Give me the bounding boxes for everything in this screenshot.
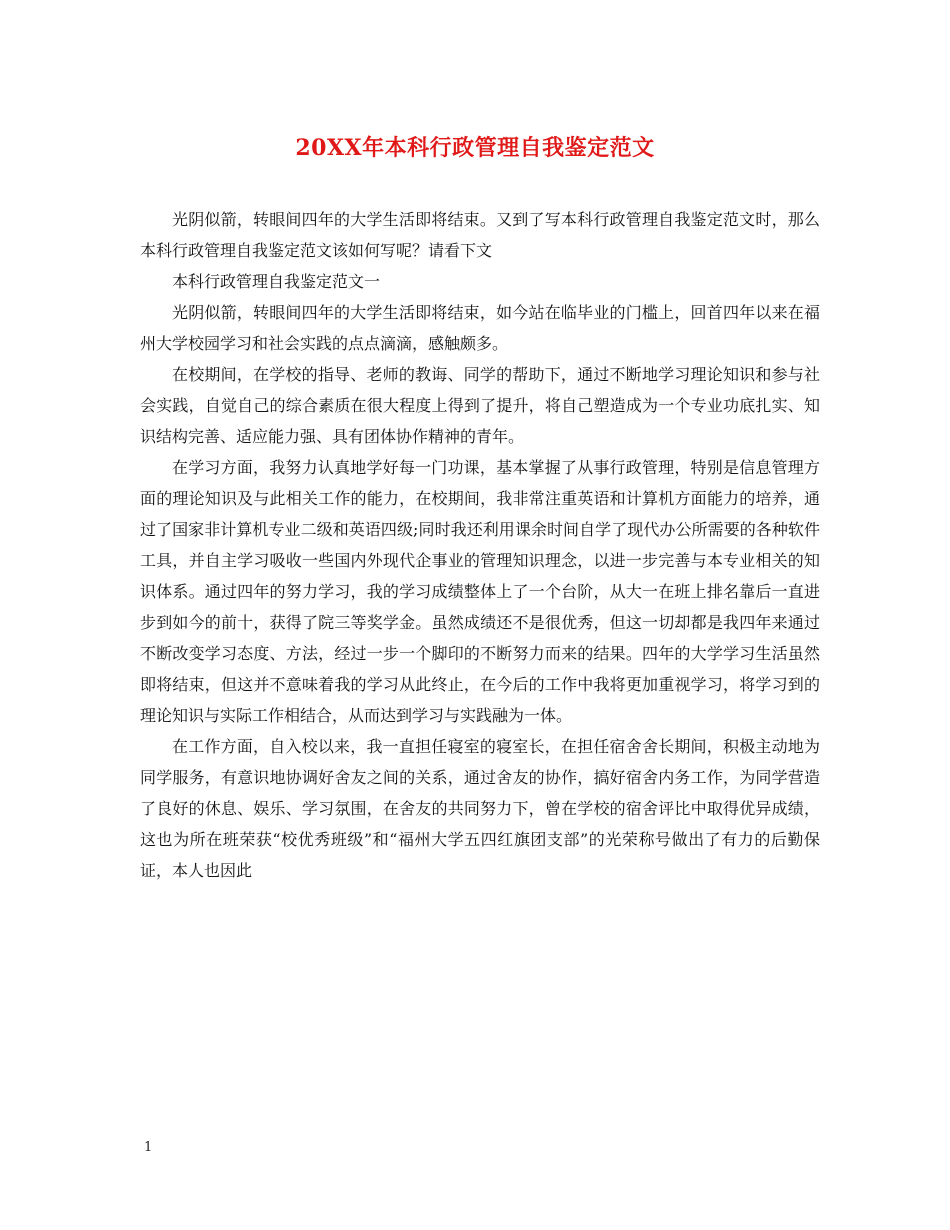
paragraph-subheading: 本科行政管理自我鉴定范文一 — [172, 272, 381, 291]
document-body — [140, 204, 820, 886]
paragraph-work: 在工作方面，自入校以来，我一直担任寝室的寝室长，在担任宿舍舍长期间，积极主动地为同学服务，有意识地协调好舍友之间的关系，通过舍友的协作，搞好宿舍内务工作，为同学营造了良好的休息、娱乐、学习氛围，在舍友的共同努力下，曾在学校的宿舍评比中取得优异成绩，这也为所在班荣获“校优秀班级”和“福州大学五四红旗团支部”的光荣称号做出了有力的后勤保证，本人也因此 — [140, 737, 820, 880]
document-title: 20XX年本科行政管理自我鉴定范文 — [295, 135, 655, 161]
paragraph-study: 在学习方面，我努力认真地学好每一门功课，基本掌握了从事行政管理，特别是信息管理方面的理论知识及与此相关工作的能力，在校期间，我非常注重英语和计算机方面能力的培养，通过了国家非计算机专业二级和英语四级;同时我还利用课余时间自学了现代办公所需要的各种软件工具，并自主学习吸收一些国内外现代企事业的管理知识理念，以进一步完善与本专业相关的知识体系。通过四年的努力学习，我的学习成绩整体上了一个台阶，从大一在班上排名靠后一直进步到如今的前十，获得了院三等奖学金。虽然成绩还不是很优秀，但这一切却都是我四年来通过不断改变学习态度、方法，经过一步一个脚印的不断努力而来的结果。四年的大学学习生活虽然即将结束，但这并不意味着我的学习从此终止，在今后的工作中我将更加重视学习，将学习到的理论知识与实际工作相结合，从而达到学习与实践融为一体。 — [140, 458, 820, 725]
paragraph-school-period: 在校期间，在学校的指导、老师的教诲、同学的帮助下，通过不断地学习理论知识和参与社会实践，自觉自己的综合素质在很大程度上得到了提升，将自己塑造成为一个专业功底扎实、知识结构完善、适应能力强、具有团体协作精神的青年。 — [140, 365, 820, 446]
paragraph-intro: 光阴似箭，转眼间四年的大学生活即将结束。又到了写本科行政管理自我鉴定范文时，那么本科行政管理自我鉴定范文该如何写呢？请看下文 — [140, 210, 820, 260]
page-number: 1 — [144, 1140, 153, 1155]
paragraph-opening: 光阴似箭，转眼间四年的大学生活即将结束，如今站在临毕业的门槛上，回首四年以来在福州大学校园学习和社会实践的点点滴滴，感触颇多。 — [140, 303, 820, 353]
